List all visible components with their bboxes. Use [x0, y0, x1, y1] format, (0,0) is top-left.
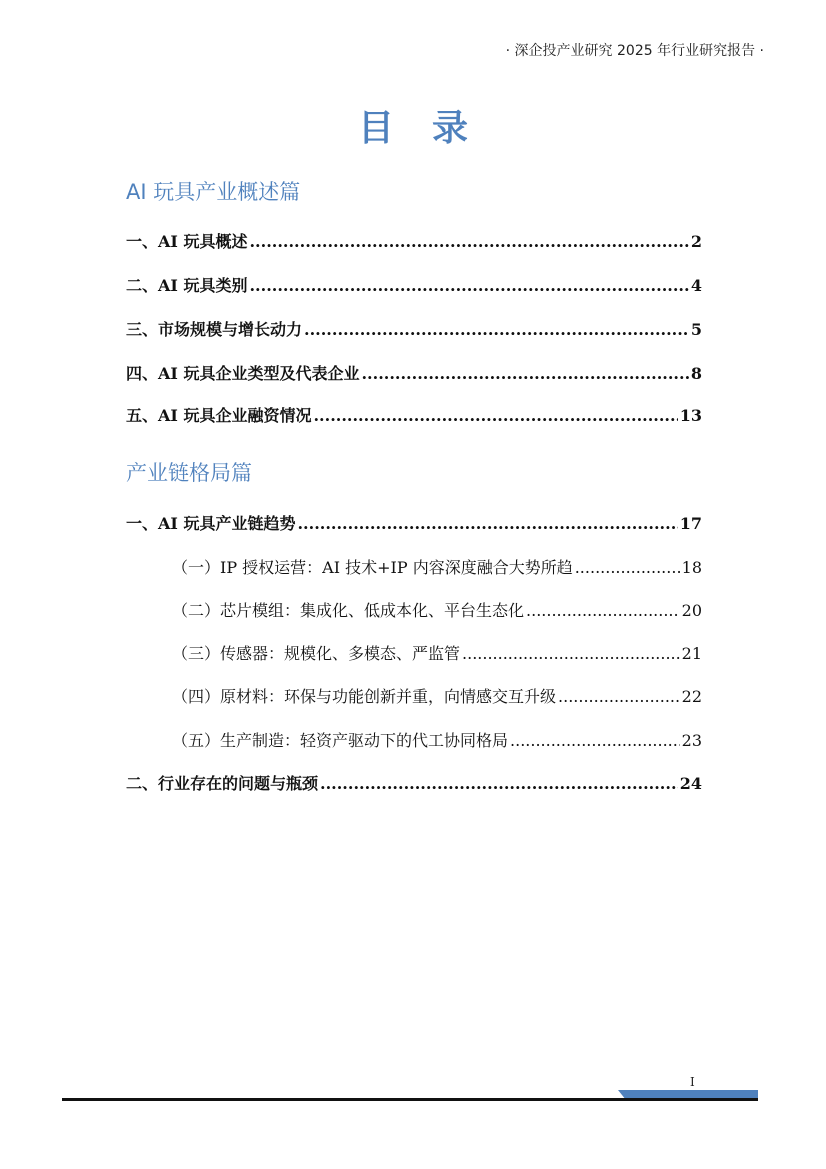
toc-entry-label: 一、AI 玩具概述: [126, 232, 248, 251]
toc-page-number: 20: [681, 601, 702, 620]
toc-entry-label: 一、AI 玩具产业链趋势: [126, 514, 296, 533]
toc-dot-leader: [320, 773, 678, 795]
toc-page-number: 21: [681, 644, 702, 663]
footer-rule: [62, 1098, 758, 1101]
footer-page-number: I: [690, 1075, 695, 1089]
toc-entry-label: （一）IP 授权运营：AI 技术+IP 内容深度融合大势所趋: [172, 558, 573, 577]
toc-dot-leader: [361, 363, 688, 385]
toc-entry[interactable]: [126, 319, 702, 341]
toc-entry[interactable]: [172, 600, 702, 622]
toc-dot-leader: [526, 600, 680, 622]
toc-entry[interactable]: [172, 557, 702, 579]
section-heading-industry-chain: 产业链格局篇: [126, 461, 252, 485]
toc-entry[interactable]: [126, 231, 702, 253]
toc-dot-leader: [313, 405, 677, 427]
toc-entry-label: （四）原材料：环保与功能创新并重，向情感交互升级: [172, 687, 557, 706]
running-header: · 深企投产业研究 2025 年行业研究报告 ·: [505, 43, 764, 59]
toc-entry-label: （三）传感器：规模化、多模态、严监管: [172, 644, 461, 663]
toc-entry[interactable]: [126, 513, 702, 535]
toc-page-number: 18: [681, 558, 702, 577]
toc-entry-label: 四、AI 玩具企业类型及代表企业: [126, 364, 360, 383]
toc-entry[interactable]: [126, 773, 702, 795]
toc-dot-leader: [462, 643, 680, 665]
toc-entry-label: 二、行业存在的问题与瓶颈: [126, 774, 319, 793]
toc-page-number: 17: [679, 514, 702, 533]
toc-page-number: 22: [681, 687, 702, 706]
toc-entry-label: （五）生产制造：轻资产驱动下的代工协同格局: [172, 731, 509, 750]
toc-entry[interactable]: [172, 643, 702, 665]
toc-entry[interactable]: [126, 363, 702, 385]
toc-entry[interactable]: [172, 730, 702, 752]
toc-entry-label: （二）芯片模组：集成化、低成本化、平台生态化: [172, 601, 525, 620]
toc-dot-leader: [575, 557, 680, 579]
toc-dot-leader: [249, 231, 688, 253]
section-heading-overview: AI 玩具产业概述篇: [126, 180, 301, 204]
toc-entry-label: 三、市场规模与增长动力: [126, 320, 303, 339]
toc-page-number: 23: [681, 731, 702, 750]
toc-entry[interactable]: [126, 275, 702, 297]
toc-dot-leader: [304, 319, 689, 341]
toc-entry-label: 五、AI 玩具企业融资情况: [126, 406, 312, 425]
toc-page-number: 8: [690, 364, 702, 383]
toc-page-number: 24: [679, 774, 702, 793]
toc-dot-leader: [510, 730, 680, 752]
toc-page-number: 13: [679, 406, 702, 425]
toc-page-number: 4: [690, 276, 702, 295]
toc-dot-leader: [558, 686, 680, 708]
page-title: 目录: [357, 108, 506, 149]
toc-page-number: 2: [690, 232, 702, 251]
toc-dot-leader: [297, 513, 677, 535]
toc-entry[interactable]: [172, 686, 702, 708]
toc-page-number: 5: [690, 320, 702, 339]
toc-entry[interactable]: [126, 405, 702, 427]
toc-entry-label: 二、AI 玩具类别: [126, 276, 248, 295]
toc-dot-leader: [249, 275, 688, 297]
